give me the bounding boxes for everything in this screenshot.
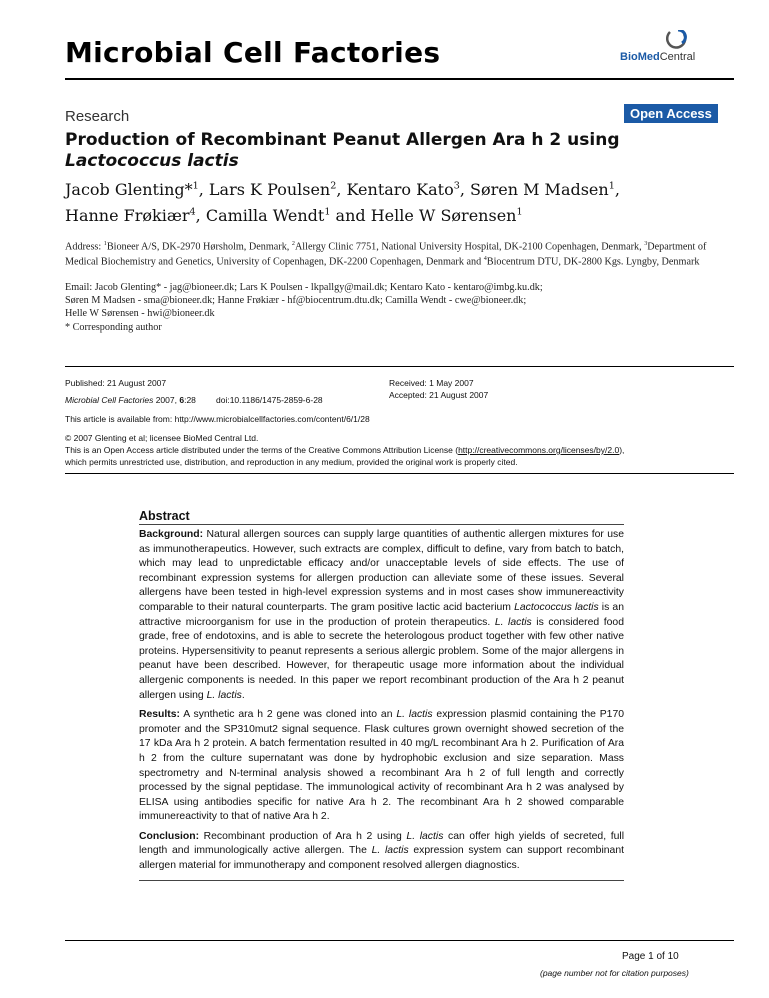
copyright: © 2007 Glenting et al; licensee BioMed Central Ltd. [65, 433, 259, 443]
address-num: 3 [644, 241, 648, 247]
abstract-text: Recombinant production of Ara h 2 using [199, 830, 407, 842]
citation-volume: 6 [179, 395, 185, 405]
doi[interactable]: doi:10.1186/1475-2859-6-28 [216, 395, 323, 405]
author-sep: , [614, 180, 620, 200]
abstract-text: . [241, 689, 245, 701]
abstract-text: expression system can support recombinant allergen material for immunotherapy and component resolved allergen diagnostics. [139, 845, 624, 872]
brand-central: Central [659, 51, 696, 63]
abstract-results [139, 708, 624, 825]
author-aff: 4 [189, 206, 196, 218]
license-post: ), [619, 445, 625, 455]
title-line-1: Production of Recombinant Peanut Allergen Ara h 2 using [65, 130, 620, 150]
author-sep: and [330, 205, 371, 225]
abstract-text: expression plasmid containing the P170 promoter and the SP310mut2 signal sequence. Flask cultures grown overnight showed secretion of the 17 kDa Ara h 2 protein. A batch fermentation resulted in 40 mg/L recombinant Ara h 2. Purification of Ara h 2 from the culture supernatant was done by hydrophobic exclusion and size separation. Mass spectrometry and N-terminal analysis showed a recombinant Ara h 2 of full length and correctly processed by the signal peptidase. The immunological activity of recombinant Ara h 2 was analysed by ELISA using antibodies specific for native Ara h 2. The recombinant Ara h 2 showed comparable immunereactivity to that of native Ara h 2. [139, 709, 624, 823]
author-aff: 1 [516, 206, 523, 218]
author-aff: 1 [324, 206, 331, 218]
pubinfo-rule [65, 366, 734, 367]
author-name: Søren M Madsen [469, 180, 609, 200]
abstract-background [139, 528, 624, 703]
author-item [65, 180, 209, 199]
header-rule [65, 78, 734, 80]
author-name: Helle W Sørensen [370, 205, 517, 225]
pubinfo-bottom-rule [65, 473, 734, 474]
background-label: Background: [139, 529, 204, 540]
author-item [206, 206, 371, 225]
address-label: Address: [65, 241, 104, 253]
species-name: L. lactis [206, 689, 242, 701]
citation [65, 394, 196, 406]
biomed-logo-icon [664, 30, 690, 52]
citation-year: 2007, [153, 395, 180, 405]
author-aff: 3 [453, 181, 460, 192]
address-text: Department of Medical Biochemistry and Genetics, University of Copenhagen, DK-2200 Copenhagen, Denmark and [65, 241, 707, 268]
page-number: Page 1 of 10 [622, 951, 679, 962]
species-name: L. lactis [406, 830, 444, 842]
author-emails [65, 281, 735, 320]
author-name: Jacob Glenting* [65, 180, 193, 200]
results-label: Results: [139, 709, 180, 721]
citation-journal: Microbial Cell Factories [65, 395, 154, 405]
author-item [470, 180, 620, 199]
abstract-bottom-rule [139, 880, 624, 881]
species-name: L. lactis [371, 845, 409, 857]
author-list [65, 176, 735, 227]
abstract-text: is an attractive microorganism for use in the production of protein therapeutics. [139, 601, 624, 628]
author-name: Kentaro Kato [346, 180, 454, 200]
species-name: Lactococcus lactis [514, 601, 599, 613]
author-aff: 1 [608, 181, 615, 192]
author-aff: 2 [330, 181, 337, 192]
received-date: Received: 1 May 2007 [389, 378, 474, 388]
abstract-text: Natural allergen sources can supply large quantities of authentic allergen mixtures for use as immunotherapeutics. However, such extracts are complex, difficult to define, vary from batch to batch, which may lead to unpredictable efficacy and/or unacceptable levels of side effects. The use of recombinant expression systems for allergen production can alleviate some of these issues. Several allergens have been tested in high-level expression systems and in most cases show immunereactivity comparable to their natural counterparts. The gram positive lactic acid bacterium [139, 529, 624, 613]
author-aff: 1 [192, 181, 199, 192]
author-name: Lars K Poulsen [208, 180, 331, 200]
email-line: Helle W Sørensen - hwi@bioneer.dk [65, 308, 215, 319]
address-text: Allergy Clinic 7751, National University Hospital, DK-2100 Copenhagen, Denmark, [294, 241, 645, 253]
abstract-body [139, 528, 624, 879]
author-item [65, 206, 206, 225]
citation-pages: :28 [184, 395, 196, 405]
published-date: Published: 21 August 2007 [65, 378, 167, 388]
species-name: L. lactis [494, 616, 532, 628]
species-name: L. lactis [396, 709, 433, 721]
accepted-date: Accepted: 21 August 2007 [389, 390, 489, 400]
license-pre: This is an Open Access article distributed under the terms of the Creative Commons Attribution License ( [65, 445, 459, 455]
open-access-badge: Open Access [624, 104, 718, 123]
email-line: Søren M Madsen - sma@bioneer.dk; Hanne Frøkiær - hf@biocentrum.dtu.dk; Camilla Wendt - cwe@bioneer.dk; [65, 295, 527, 306]
abstract-text: A synthetic ara h 2 gene was cloned into an [180, 709, 397, 721]
corresponding-author-note: * Corresponding author [65, 322, 162, 333]
article-availability[interactable]: This article is available from: http://www.microbialcellfactories.com/content/6/1/28 [65, 414, 370, 424]
journal-title: Microbial Cell Factories [65, 36, 441, 69]
license-text-2: which permits unrestricted use, distribution, and reproduction in any medium, provided the original work is properly cited. [65, 457, 518, 467]
address-num: 2 [291, 241, 295, 247]
footer-rule [65, 940, 734, 941]
author-item [209, 180, 347, 199]
abstract-text: is considered food grade, free of endotoxins, and is able to secrete the heterologous product together with few other native proteins. Hypersensitivity to peanut represents a serious allergic problem. Some of the major allergens in peanut have been described. However, for therapeutic usage more information about the individual allergenic components is needed. In this paper we report recombinant production of the Ara h 2 peanut allergen using [139, 616, 624, 701]
author-sep: , [198, 180, 209, 200]
abstract-text: can offer high yields of secreted, full length and immunologically active allergen. The [139, 830, 625, 857]
abstract-conclusion [139, 830, 624, 874]
author-sep: , [459, 180, 470, 200]
address-text: Bioneer A/S, DK-2970 Hørsholm, Denmark, [106, 241, 292, 253]
conclusion-label: Conclusion: [139, 830, 200, 842]
biomed-central-logo [620, 30, 735, 72]
article-title [65, 130, 735, 172]
author-name: Camilla Wendt [205, 205, 325, 225]
author-sep: , [336, 180, 347, 200]
author-sep: , [195, 205, 206, 225]
license-text [65, 444, 624, 456]
author-item [347, 180, 470, 199]
abstract-top-rule [139, 524, 624, 525]
author-addresses [65, 238, 735, 269]
author-item [371, 206, 523, 225]
title-line-2: Lactococcus lactis [65, 151, 239, 171]
license-link[interactable]: http://creativecommons.org/licenses/by/2.0 [458, 445, 620, 455]
article-section: Research [65, 108, 130, 125]
address-num: 1 [103, 241, 107, 247]
brand-biomed: BioMed [620, 51, 660, 63]
page-number-note: (page number not for citation purposes) [540, 968, 689, 978]
abstract-heading: Abstract [139, 509, 190, 523]
address-text: Biocentrum DTU, DK-2800 Kgs. Lyngby, Denmark [486, 256, 700, 268]
author-name: Hanne Frøkiær [65, 205, 190, 225]
address-num: 4 [483, 256, 487, 263]
email-line: Email: Jacob Glenting* - jag@bioneer.dk; Lars K Poulsen - lkpallgy@mail.dk; Kentaro Kato - kentaro@imbg.ku.dk; [65, 282, 543, 293]
